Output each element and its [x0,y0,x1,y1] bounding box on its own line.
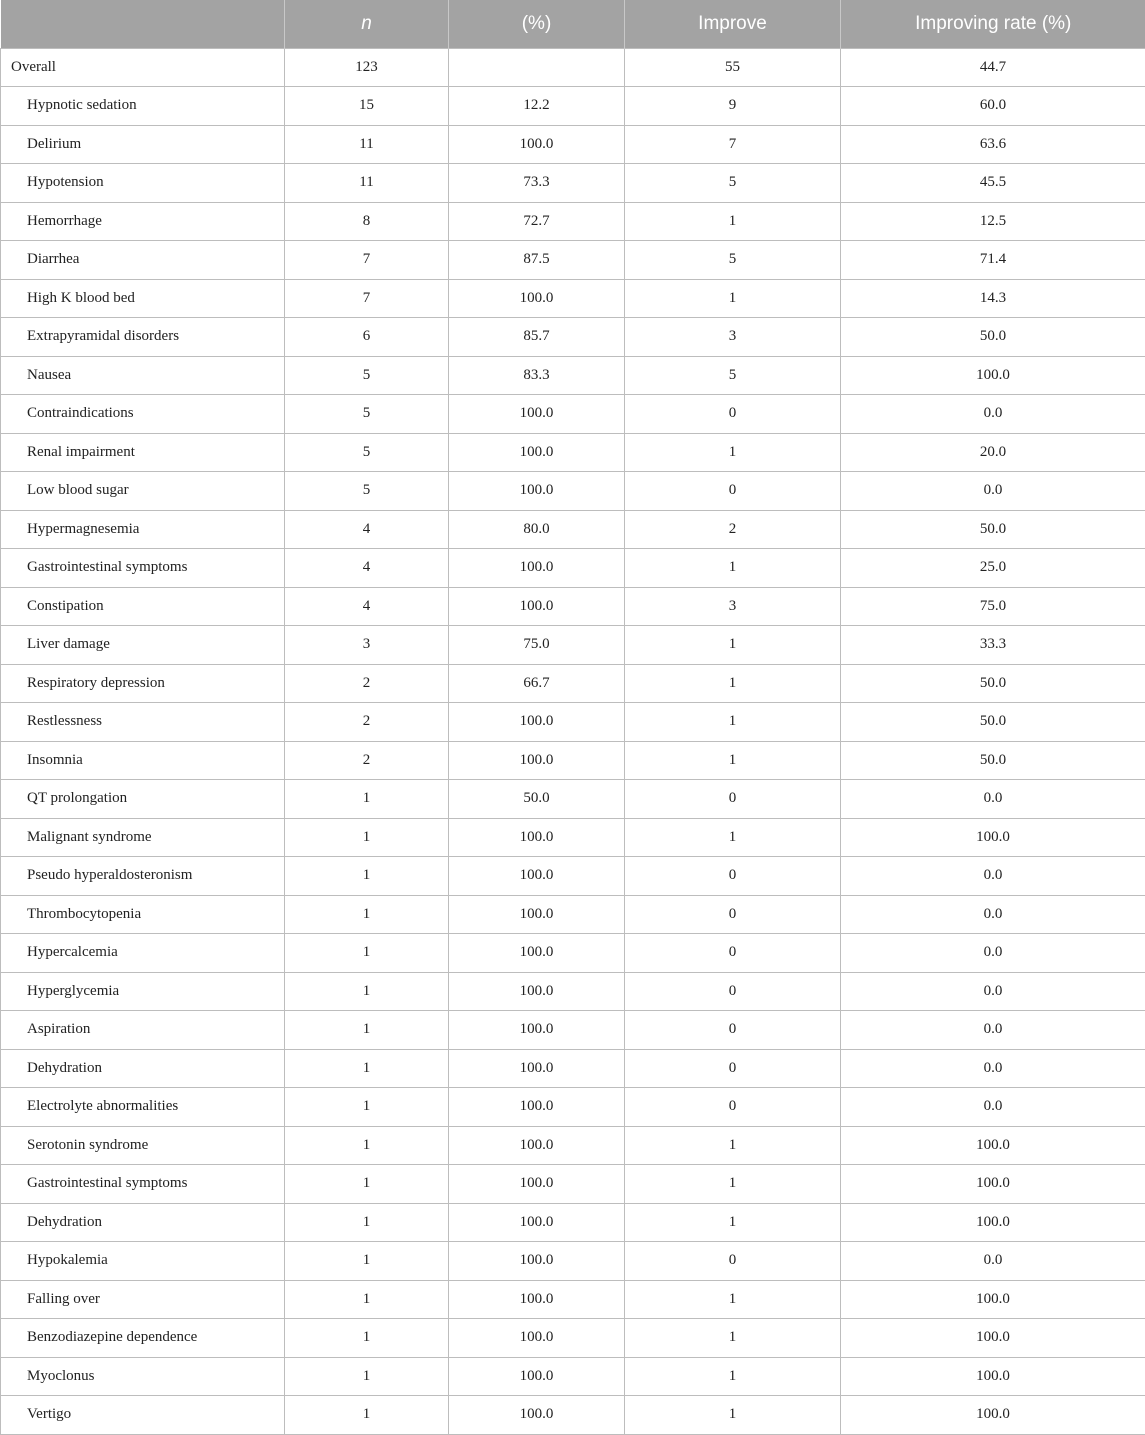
row-improving-rate: 50.0 [841,703,1145,742]
table-row [1,87,1145,126]
row-label: Falling over [1,1280,285,1319]
row-improving-rate: 75.0 [841,587,1145,626]
row-improve: 3 [625,587,841,626]
row-percent: 100.0 [449,395,625,434]
row-improve: 1 [625,433,841,472]
row-percent: 100.0 [449,472,625,511]
row-percent: 100.0 [449,549,625,588]
row-improving-rate: 0.0 [841,857,1145,896]
row-label: Renal impairment [1,433,285,472]
row-improve: 1 [625,741,841,780]
row-n: 1 [285,857,449,896]
table-row [1,1011,1145,1050]
row-label: Diarrhea [1,241,285,280]
row-n: 1 [285,895,449,934]
row-percent: 100.0 [449,895,625,934]
row-label: Vertigo [1,1396,285,1435]
overall-percent [449,48,625,87]
table-row [1,1126,1145,1165]
table-row [1,934,1145,973]
row-improve: 1 [625,1396,841,1435]
row-improving-rate: 60.0 [841,87,1145,126]
row-improving-rate: 71.4 [841,241,1145,280]
row-improving-rate: 20.0 [841,433,1145,472]
row-percent: 73.3 [449,164,625,203]
table-row [1,972,1145,1011]
table-body [1,48,1145,1434]
row-n: 1 [285,934,449,973]
header-improving-rate: Improving rate (%) [841,0,1145,48]
row-improving-rate: 33.3 [841,626,1145,665]
row-improve: 0 [625,895,841,934]
row-label: Restlessness [1,703,285,742]
row-label: Aspiration [1,1011,285,1050]
table-row [1,1396,1145,1435]
table-row [1,164,1145,203]
row-percent: 100.0 [449,857,625,896]
row-label: Hyperglycemia [1,972,285,1011]
table-row [1,857,1145,896]
row-improve: 1 [625,664,841,703]
row-improve: 0 [625,972,841,1011]
row-improve: 0 [625,1049,841,1088]
table-row [1,1203,1145,1242]
row-percent: 100.0 [449,587,625,626]
row-n: 8 [285,202,449,241]
table-row [1,741,1145,780]
row-n: 5 [285,356,449,395]
row-n: 1 [285,972,449,1011]
row-label: Respiratory depression [1,664,285,703]
row-n: 1 [285,1242,449,1281]
row-improve: 1 [625,1203,841,1242]
row-label: Dehydration [1,1203,285,1242]
row-n: 2 [285,664,449,703]
row-improve: 0 [625,934,841,973]
table-row [1,1319,1145,1358]
header-percent: (%) [449,0,625,48]
row-label: High K blood bed [1,279,285,318]
row-label: Insomnia [1,741,285,780]
row-improving-rate: 100.0 [841,1396,1145,1435]
row-improve: 5 [625,356,841,395]
row-improving-rate: 50.0 [841,318,1145,357]
row-n: 1 [285,1088,449,1127]
row-improving-rate: 0.0 [841,1242,1145,1281]
row-improve: 1 [625,1280,841,1319]
row-percent: 50.0 [449,780,625,819]
row-n: 1 [285,1011,449,1050]
row-improve: 1 [625,626,841,665]
row-percent: 100.0 [449,125,625,164]
header-row [1,0,1145,48]
row-improve: 1 [625,202,841,241]
table-row [1,318,1145,357]
table-row [1,1049,1145,1088]
row-improve: 0 [625,395,841,434]
table-row [1,241,1145,280]
row-improving-rate: 0.0 [841,472,1145,511]
row-improve: 0 [625,1088,841,1127]
row-percent: 100.0 [449,1049,625,1088]
row-improving-rate: 50.0 [841,664,1145,703]
row-label: Hypotension [1,164,285,203]
row-n: 5 [285,472,449,511]
header-improve: Improve [625,0,841,48]
row-label: Hypnotic sedation [1,87,285,126]
table-row [1,202,1145,241]
table-row [1,1357,1145,1396]
table-row [1,703,1145,742]
row-improve: 5 [625,164,841,203]
row-label: Hypercalcemia [1,934,285,973]
row-n: 5 [285,395,449,434]
row-improve: 1 [625,1126,841,1165]
row-improve: 0 [625,1011,841,1050]
row-n: 6 [285,318,449,357]
row-n: 11 [285,125,449,164]
row-percent: 100.0 [449,1242,625,1281]
overall-label: Overall [1,48,285,87]
row-improving-rate: 0.0 [841,1088,1145,1127]
table-row [1,356,1145,395]
row-n: 1 [285,1165,449,1204]
table-row [1,626,1145,665]
row-n: 11 [285,164,449,203]
row-percent: 85.7 [449,318,625,357]
table-row [1,549,1145,588]
row-label: Pseudo hyperaldosteronism [1,857,285,896]
row-label: Nausea [1,356,285,395]
row-percent: 100.0 [449,1011,625,1050]
row-percent: 100.0 [449,1088,625,1127]
row-label: Malignant syndrome [1,818,285,857]
row-label: Delirium [1,125,285,164]
row-improving-rate: 100.0 [841,1319,1145,1358]
table-header [1,0,1145,48]
row-n: 7 [285,279,449,318]
row-percent: 87.5 [449,241,625,280]
header-label [1,0,285,48]
table-row [1,1165,1145,1204]
row-label: Benzodiazepine dependence [1,1319,285,1358]
table-row [1,780,1145,819]
row-improve: 2 [625,510,841,549]
row-label: Hemorrhage [1,202,285,241]
row-n: 2 [285,741,449,780]
table-row [1,125,1145,164]
table-row [1,433,1145,472]
row-improving-rate: 0.0 [841,1049,1145,1088]
overall-improve: 55 [625,48,841,87]
row-improve: 3 [625,318,841,357]
row-improving-rate: 100.0 [841,1280,1145,1319]
row-n: 1 [285,818,449,857]
row-improving-rate: 50.0 [841,510,1145,549]
row-label: Electrolyte abnormalities [1,1088,285,1127]
row-n: 4 [285,549,449,588]
row-label: Thrombocytopenia [1,895,285,934]
row-label: Hypermagnesemia [1,510,285,549]
row-improving-rate: 12.5 [841,202,1145,241]
row-n: 1 [285,1203,449,1242]
row-label: Extrapyramidal disorders [1,318,285,357]
table-row [1,1242,1145,1281]
row-improve: 1 [625,1165,841,1204]
row-improving-rate: 45.5 [841,164,1145,203]
row-percent: 100.0 [449,741,625,780]
row-percent: 12.2 [449,87,625,126]
row-label: Gastrointestinal symptoms [1,1165,285,1204]
row-label: Constipation [1,587,285,626]
row-n: 5 [285,433,449,472]
table-row [1,279,1145,318]
row-label: Dehydration [1,1049,285,1088]
row-n: 1 [285,1049,449,1088]
header-n: n [285,0,449,48]
row-improving-rate: 100.0 [841,1203,1145,1242]
row-improving-rate: 0.0 [841,780,1145,819]
row-improve: 7 [625,125,841,164]
row-label: Serotonin syndrome [1,1126,285,1165]
overall-n: 123 [285,48,449,87]
row-improve: 1 [625,279,841,318]
row-label: Gastrointestinal symptoms [1,549,285,588]
row-improve: 0 [625,857,841,896]
table-row [1,1088,1145,1127]
table-row [1,818,1145,857]
row-n: 1 [285,1126,449,1165]
table-row [1,395,1145,434]
row-label: Low blood sugar [1,472,285,511]
row-improving-rate: 100.0 [841,1357,1145,1396]
row-improve: 0 [625,780,841,819]
row-improving-rate: 100.0 [841,1165,1145,1204]
row-percent: 100.0 [449,1203,625,1242]
row-n: 1 [285,1319,449,1358]
row-improve: 9 [625,87,841,126]
row-percent: 100.0 [449,818,625,857]
table-row [1,664,1145,703]
row-label: QT prolongation [1,780,285,819]
row-percent: 100.0 [449,703,625,742]
row-improve: 1 [625,1319,841,1358]
row-improving-rate: 14.3 [841,279,1145,318]
table-row [1,472,1145,511]
row-improve: 1 [625,1357,841,1396]
row-percent: 100.0 [449,1319,625,1358]
row-n: 1 [285,1357,449,1396]
overall-row [1,48,1145,87]
table-row [1,510,1145,549]
table-row [1,1280,1145,1319]
row-improving-rate: 63.6 [841,125,1145,164]
row-label: Liver damage [1,626,285,665]
row-percent: 100.0 [449,934,625,973]
row-improving-rate: 100.0 [841,818,1145,857]
row-improve: 1 [625,549,841,588]
row-percent: 72.7 [449,202,625,241]
row-n: 4 [285,587,449,626]
row-percent: 100.0 [449,1396,625,1435]
row-percent: 83.3 [449,356,625,395]
row-improving-rate: 0.0 [841,1011,1145,1050]
row-improve: 0 [625,1242,841,1281]
row-improve: 5 [625,241,841,280]
row-label: Myoclonus [1,1357,285,1396]
row-improve: 1 [625,818,841,857]
row-n: 2 [285,703,449,742]
row-percent: 100.0 [449,972,625,1011]
row-n: 3 [285,626,449,665]
table-row [1,587,1145,626]
row-n: 4 [285,510,449,549]
table-row [1,895,1145,934]
row-percent: 100.0 [449,1126,625,1165]
row-improving-rate: 25.0 [841,549,1145,588]
row-improving-rate: 50.0 [841,741,1145,780]
row-label: Contraindications [1,395,285,434]
row-improving-rate: 0.0 [841,972,1145,1011]
row-percent: 100.0 [449,1280,625,1319]
row-percent: 100.0 [449,433,625,472]
row-improve: 0 [625,472,841,511]
row-n: 15 [285,87,449,126]
row-n: 1 [285,1280,449,1319]
row-improve: 1 [625,703,841,742]
row-percent: 75.0 [449,626,625,665]
row-n: 1 [285,780,449,819]
row-percent: 80.0 [449,510,625,549]
row-percent: 100.0 [449,279,625,318]
row-label: Hypokalemia [1,1242,285,1281]
row-improving-rate: 100.0 [841,1126,1145,1165]
row-improving-rate: 0.0 [841,934,1145,973]
row-improving-rate: 0.0 [841,895,1145,934]
overall-improving-rate: 44.7 [841,48,1145,87]
row-percent: 100.0 [449,1357,625,1396]
row-n: 7 [285,241,449,280]
row-percent: 100.0 [449,1165,625,1204]
row-improving-rate: 0.0 [841,395,1145,434]
row-percent: 66.7 [449,664,625,703]
row-n: 1 [285,1396,449,1435]
row-improving-rate: 100.0 [841,356,1145,395]
